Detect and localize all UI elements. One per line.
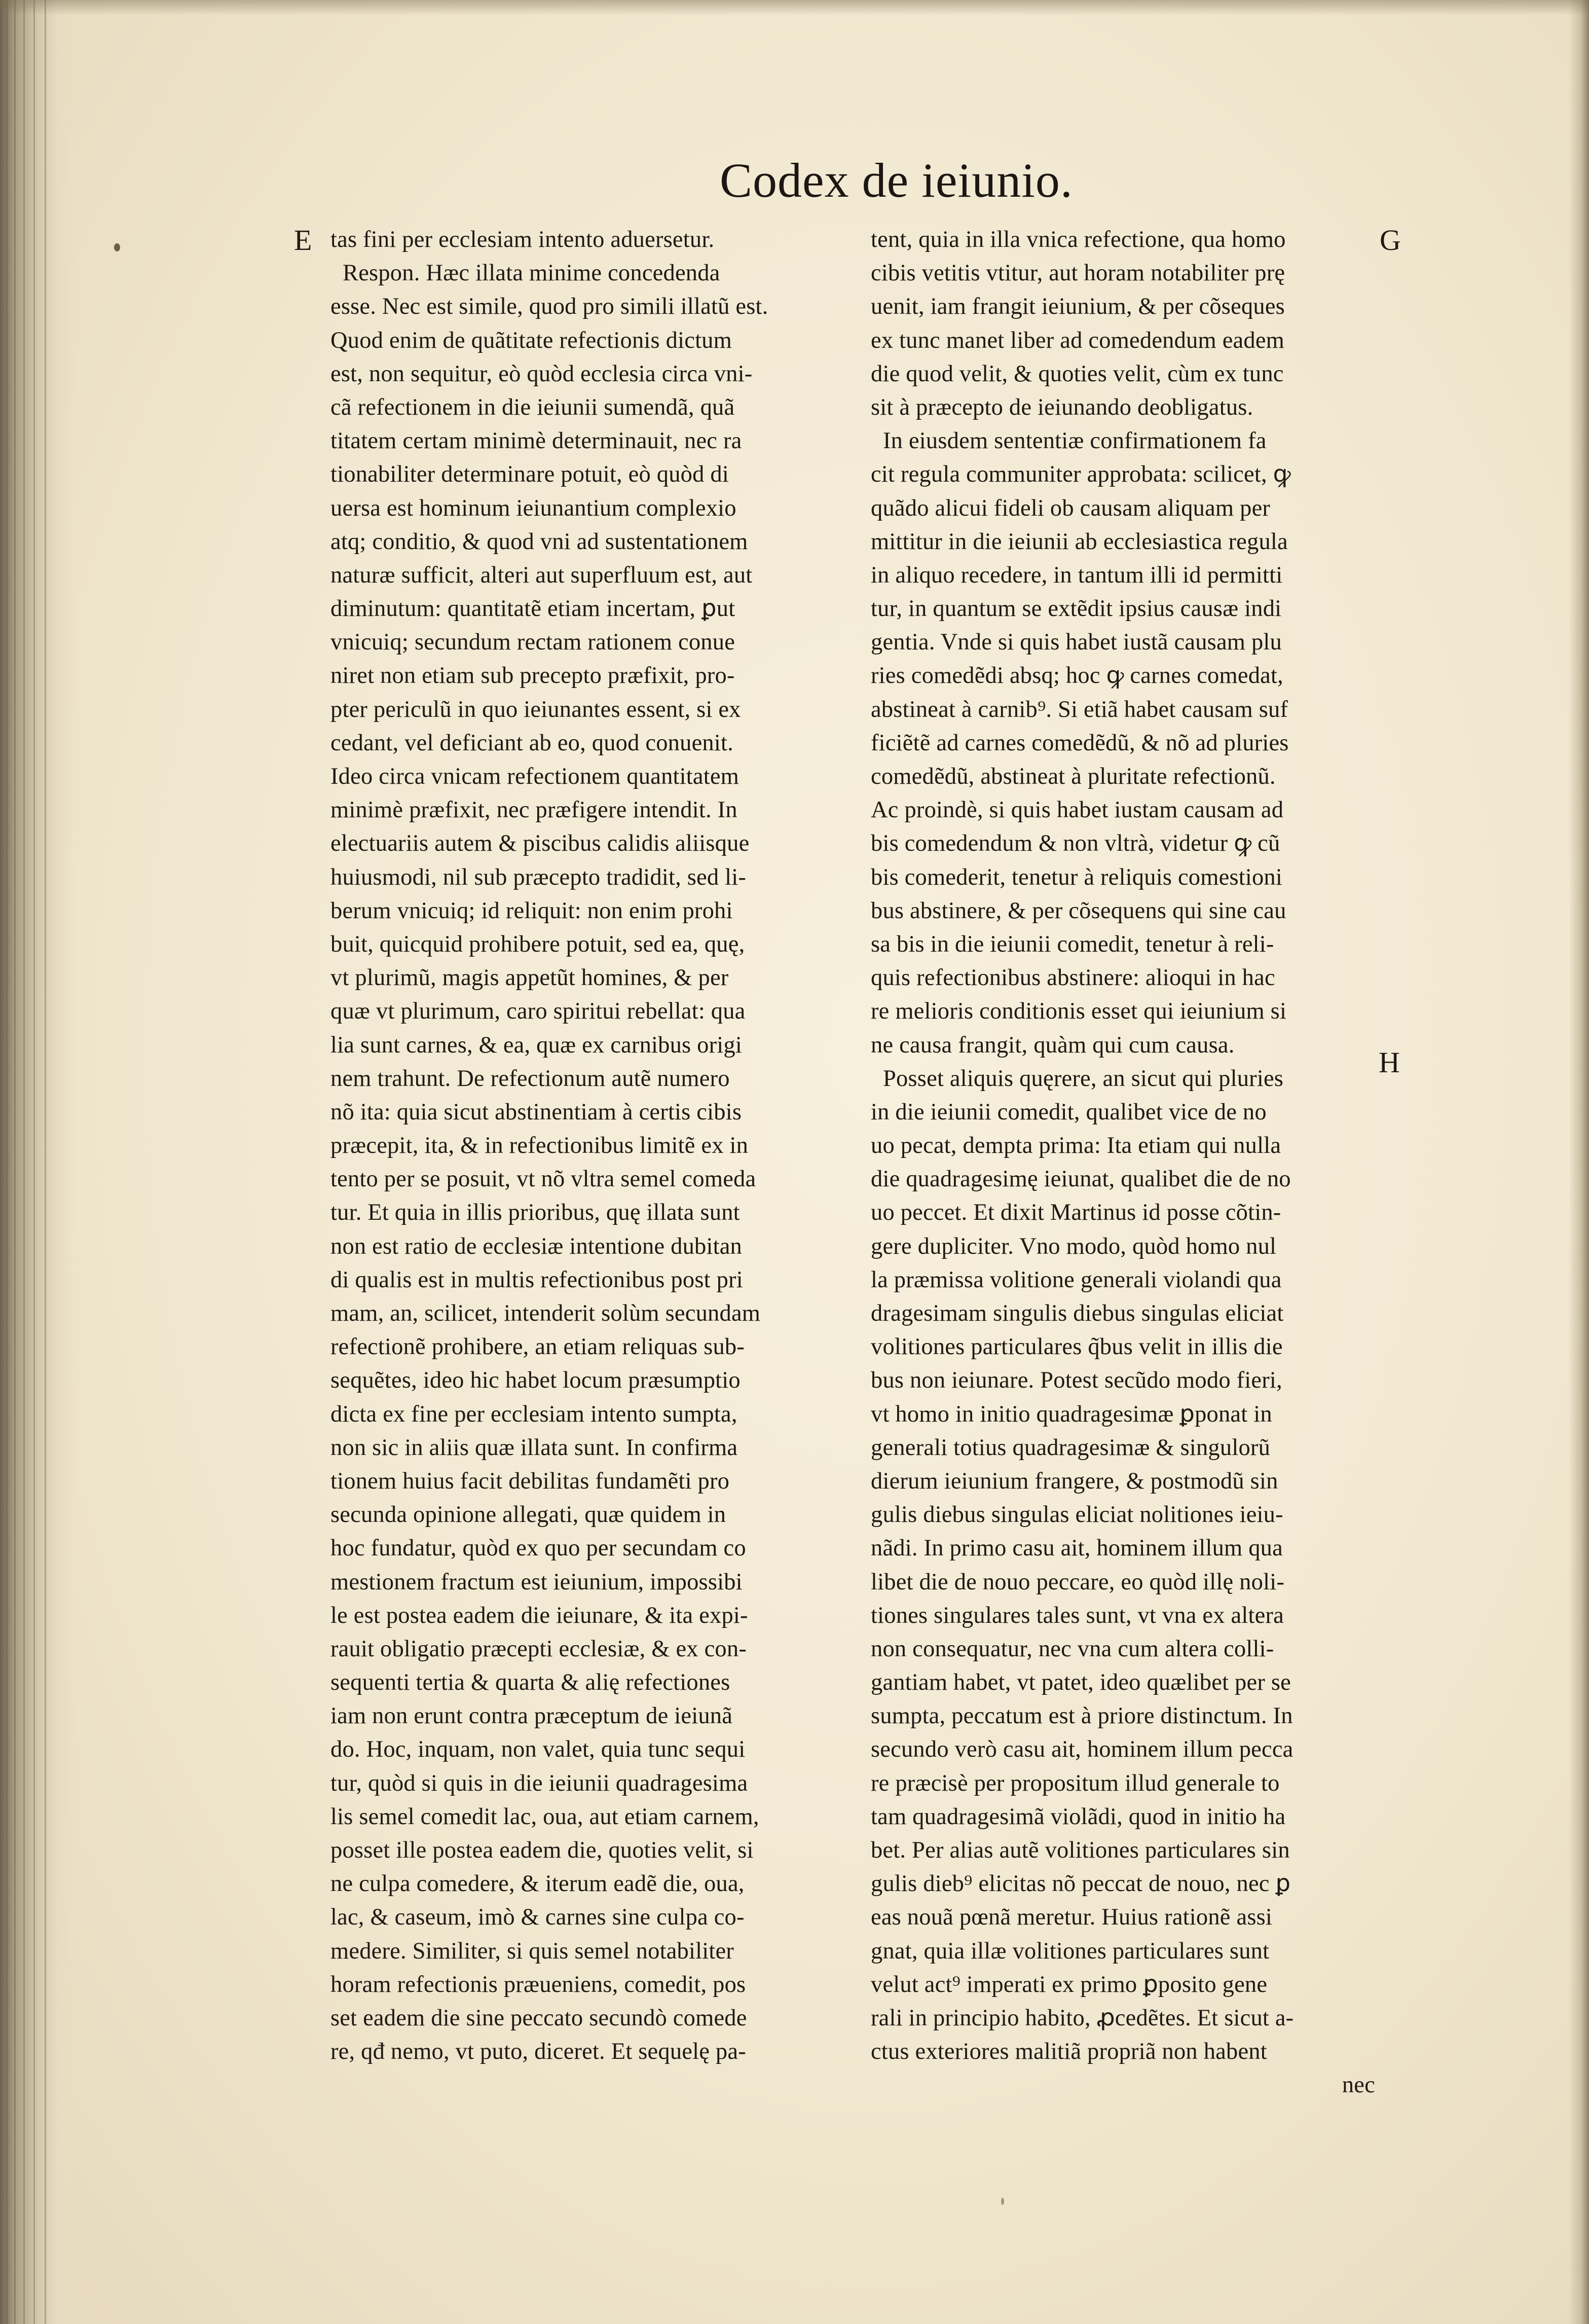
leaf-edge [23,0,25,2324]
text-line: sequẽtes, ideo hic habet locum præsumptio [330,1367,741,1394]
text-line: cã refectionem in die ieiunii sumendã, quã [330,394,735,420]
text-line: secundo verò casu ait, hominem illum pecca [871,1736,1294,1763]
text-line: rali in principio habito, ꝓcedẽtes. Et sicut a- [871,2005,1294,2031]
text-line: tam quadragesimã violãdi, quod in initio ha [871,1803,1286,1830]
text-line: bet. Per alias autẽ volitiones particulares sin [871,1837,1290,1863]
text-line: abstineat à carnib⁹. Si etiã habet causam suf [871,696,1288,722]
text-line: uo peccet. Et dixit Martinus id posse cõtin- [871,1200,1281,1226]
text-line: bis comedendum & non vltrà, videtur ꝙ cũ [871,830,1280,857]
text-line: gere dupliciter. Vno modo, quòd homo nul [871,1233,1277,1259]
text-line: non est ratio de ecclesiæ intentione dubitan [330,1233,742,1259]
text-line: ctus exteriores malitiã propriã non habent [871,2039,1267,2065]
text-line: pter periculũ in quo ieiunantes essent, si ex [330,696,741,722]
text-line: posset ille postea eadem die, quoties velit, si [330,1837,754,1863]
text-line: vnicuiq; secundum rectam rationem conue [330,629,735,656]
text-line: in die ieiunii comedit, qualibet vice de no [871,1099,1267,1125]
text-line: cit regula communiter approbata: scilicet, ꝙ [871,461,1291,488]
running-header: Codex de ieiunio. [720,153,1073,207]
leaf-edge [14,0,16,2324]
text-line: do. Hoc, inquam, non valet, quia tunc sequi [330,1736,746,1763]
text-line: minimè præfixit, nec præfigere intendit. In [330,797,737,823]
text-line: atq; conditio, & quod vni ad sustentationem [330,528,748,555]
text-line: secunda opinione allegati, quæ quidem in [330,1502,726,1528]
leaf-edge [6,0,8,2324]
text-line: ne causa frangit, quàm qui cum causa. [871,1032,1235,1058]
text-line: tionabiliter determinare potuit, eò quòd di [330,461,729,488]
text-line: tas fini per ecclesiam intento aduersetur. [330,227,715,252]
text-line: gulis dieb⁹ elicitas nõ peccat de nouo, nec ꝑ [871,1871,1291,1897]
margin-letter-g: G [1380,224,1401,257]
text-line: dragesimam singulis diebus singulas eliciat [871,1300,1284,1326]
text-line: non sic in aliis quæ illata sunt. In confirma [330,1434,738,1461]
text-line: gulis diebus singulas eliciat nolitiones ieiu- [871,1502,1283,1528]
text-line: sumpta, peccatum est à priore distinctum. In [871,1703,1293,1729]
paper-speck [1001,2198,1004,2205]
text-line: re melioris conditionis esset qui ieiunium si [871,998,1287,1025]
text-line: dicta ex fine per ecclesiam intento sumpta, [330,1401,737,1427]
page-top-edge [0,0,1589,15]
text-line: sa bis in die ieiunii comedit, tenetur à reli- [871,931,1274,957]
text-line: comedẽdũ, abstineat à pluritate refectionũ. [871,764,1276,789]
text-line: tento per se posuit, vt nõ vltra semel comeda [330,1166,756,1192]
text-line: huiusmodi, nil sub præcepto tradidit, sed li- [330,864,747,890]
text-line: horam refectionis præueniens, comedit, pos [330,1971,746,1998]
text-line: tionem huius facit debilitas fundamẽti pro [330,1468,730,1494]
text-line: vt plurimũ, magis appetũt homines, & per [330,965,729,991]
text-line: ficiẽtẽ ad carnes comedẽdũ, & nõ ad pluries [871,730,1289,756]
text-line: Quod enim de quãtitate refectionis dictum [330,327,732,353]
text-line: ries comedẽdi absq; hoc ꝙ carnes comedat, [871,663,1283,689]
text-line: sit à præcepto de ieiunando deobligatus. [871,394,1253,420]
text-line: set eadem die sine peccato secundò comede [330,2005,747,2031]
text-line: refectionẽ prohibere, an etiam reliquas sub- [330,1334,745,1360]
text-line: tent, quia in illa vnica refectione, qua homo [871,227,1286,252]
text-line: lis semel comedit lac, oua, aut etiam carnem, [330,1803,759,1830]
catchword: nec [1342,2072,1375,2098]
text-line: bis comederit, tenetur à reliquis comestioni [871,864,1282,890]
text-line: quis refectionibus abstinere: alioqui in hac [871,965,1275,991]
text-line: est, non sequitur, eò quòd ecclesia circa vni- [330,360,753,387]
text-line: nãdi. In primo casu ait, hominem illum qua [871,1535,1283,1562]
text-line: vt homo in initio quadragesimæ ꝑponat in [871,1401,1272,1427]
text-line: bus non ieiunare. Potest secũdo modo fieri, [871,1367,1282,1394]
text-line: In eiusdem sententiæ confirmationem fa [883,428,1267,454]
leaf-edge [45,0,46,2324]
paper-speck [114,243,120,251]
text-line: mam, an, scilicet, intenderit solùm secundam [330,1300,761,1326]
text-line: in aliquo recedere, in tantum illi id permitti [871,562,1283,588]
text-line: præcepit, ita, & in refectionibus limitẽ ex in [330,1133,749,1159]
text-line: uo pecat, dempta prima: Ita etiam qui nulla [871,1133,1281,1159]
text-line: berum vnicuiq; id reliquit: non enim prohi [330,897,733,924]
text-line: ne culpa comedere, & iterum eadẽ die, oua, [330,1871,745,1897]
text-line: Ideo circa vnicam refectionem quantitatem [330,764,740,789]
text-line: Ac proindè, si quis habet iustam causam ad [871,797,1284,823]
text-line: tur. Et quia in illis prioribus, quę illata sunt [330,1200,740,1226]
text-line: sequenti tertia & quarta & alię refectiones [330,1669,730,1696]
text-line: buit, quicquid prohibere potuit, sed ea, quę, [330,931,745,957]
text-line: cibis vetitis vtitur, aut horam notabiliter prę [871,260,1285,286]
right-text-column [871,223,1375,2102]
text-line: uersa est hominum ieiunantium complexio [330,495,736,521]
text-line: re præcisè per propositum illud generale to [871,1770,1280,1796]
text-line: velut act⁹ imperati ex primo ꝑposito gene [871,1971,1268,1998]
text-line: nõ ita: quia sicut abstinentiam à certis cibis [330,1099,742,1125]
margin-letter-e: E [294,224,312,257]
text-line: libet die de nouo peccare, eo quòd illę noli- [871,1569,1285,1595]
text-line: titatem certam minimè determinauit, nec ra [330,428,742,454]
text-line: iam non erunt contra præceptum de ieiunã [330,1703,733,1729]
leaf-edge [33,0,35,2324]
text-line: electuariis autem & piscibus calidis aliisque [330,830,750,857]
text-line: bus abstinere, & per cõsequens qui sine cau [871,897,1286,924]
text-line: la præmissa volitione generali violandi qua [871,1266,1282,1293]
text-line: Posset aliquis quęrere, an sicut qui pluries [883,1065,1284,1092]
text-line: die quod velit, & quoties velit, cùm ex tunc [871,360,1284,387]
text-line: quæ vt plurimum, caro spiritui rebellat: qua [330,998,746,1025]
text-line: ex tunc manet liber ad comedendum eadem [871,327,1285,353]
text-line: gentia. Vnde si quis habet iustã causam plu [871,629,1282,656]
text-line: tur, quòd si quis in die ieiunii quadragesima [330,1770,748,1796]
page-outer-edge [1569,0,1589,2324]
text-line: tur, in quantum se extẽdit ipsius causæ indi [871,596,1282,622]
text-line: rauit obligatio præcepti ecclesiæ, & ex con- [330,1636,747,1662]
text-line: gantiam habet, vt patet, ideo quælibet per se [871,1669,1291,1696]
text-line: hoc fundatur, quòd ex quo per secundam co [330,1535,746,1562]
text-line: gnat, quia illæ volitiones particulares sunt [871,1938,1270,1964]
text-line: non consequatur, nec vna cum altera colli- [871,1636,1274,1662]
text-line: Respon. Hæc illata minime concedenda [343,260,720,286]
text-line: lia sunt carnes, & ea, quæ ex carnibus origi [330,1032,742,1058]
text-line: di qualis est in multis refectionibus post pri [330,1266,743,1293]
text-line: generali totius quadragesimæ & singulorũ [871,1434,1271,1461]
text-line: diminutum: quantitatẽ etiam incertam, ꝑut [330,596,735,622]
text-line: medere. Similiter, si quis semel notabiliter [330,1938,734,1964]
text-line: volitiones particulares q̃bus velit in illis die [871,1334,1283,1360]
text-line: tiones singulares tales sunt, vt vna ex altera [871,1602,1284,1628]
text-line: nem trahunt. De refectionum autẽ numero [330,1065,730,1092]
text-line: cedant, vel deficiant ab eo, quod conuenit. [330,730,733,756]
text-line: lac, & caseum, imò & carnes sine culpa co- [330,1904,745,1931]
text-line: eas nouã pœnã meretur. Huius rationẽ assi [871,1904,1273,1931]
text-line: mestionem fractum est ieiunium, impossibi [330,1569,743,1595]
text-line: die quadragesimę ieiunat, qualibet die de no [871,1166,1291,1192]
text-line: quãdo alicui fideli ob causam aliquam per [871,495,1271,521]
text-line: re, qđ nemo, vt puto, diceret. Et sequelę pa- [330,2039,746,2065]
page-gutter-edge [0,0,76,2324]
text-line: dierum ieiunium frangere, & postmodũ sin [871,1468,1278,1494]
text-line: le est postea eadem die ieiunare, & ita expi- [330,1602,748,1628]
text-line: esse. Nec est simile, quod pro simili illatũ est. [330,294,768,320]
text-line: mittitur in die ieiunii ab ecclesiastica regula [871,528,1288,555]
text-line: naturæ sufficit, alteri aut superfluum est, aut [330,562,753,588]
left-text-column [330,223,832,2068]
text-line: uenit, iam frangit ieiunium, & per cõseques [871,294,1285,320]
margin-letter-h: H [1379,1046,1400,1079]
text-line: niret non etiam sub precepto præfixit, pro- [330,663,735,689]
